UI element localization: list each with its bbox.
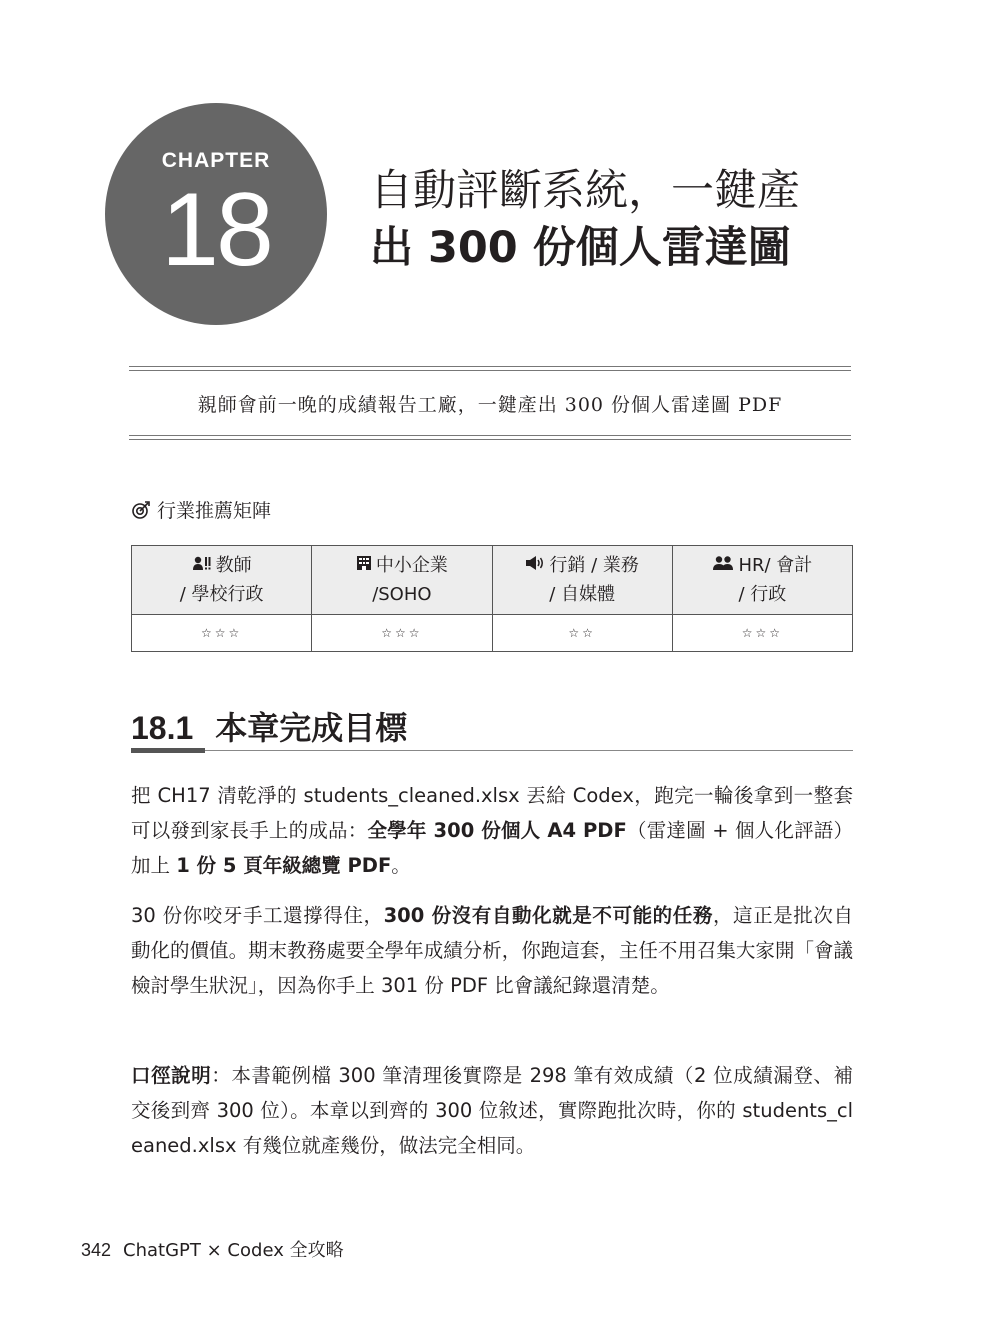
teacher-icon (192, 551, 212, 580)
matrix-header-line2: / 行政 (738, 584, 787, 605)
subtitle-top-rule (129, 366, 851, 371)
section-rule-accent (131, 748, 205, 753)
chapter-badge (105, 103, 327, 325)
matrix-header-hr (672, 546, 852, 615)
subtitle-bottom-rule (129, 435, 851, 440)
target-icon (131, 500, 151, 520)
rating-sme: ☆☆☆ (312, 615, 492, 652)
rating-teacher: ☆☆☆ (132, 615, 312, 652)
matrix-heading-label: 行業推薦矩陣 (157, 500, 272, 522)
matrix-header-line1: HR/ 會計 (738, 555, 813, 576)
matrix-header-line2: /SOHO (372, 584, 432, 605)
matrix-heading (131, 496, 271, 523)
chapter-title (370, 163, 930, 277)
chapter-title-line1: 自動評斷系統，一鍵產 (370, 166, 800, 216)
section-title: 本章完成目標 (215, 709, 408, 747)
matrix-header-line1: 行銷 / 業務 (549, 555, 639, 576)
paragraph-automation-value: 30 份你咬牙手工還撐得住，300 份沒有自動化就是不可能的任務，這正是批次自動化的價值。期末教務處要全學年成績分析，你跑這套，主任不用召集大家開「會議檢討學生狀況」，因為你手上 301 份 PDF 比會議紀錄還清楚。 (131, 904, 853, 997)
paragraph-goal: 把 CH17 清乾淨的 students_cleaned.xlsx 丟給 Codex，跑完一輪後拿到一整套可以發到家長手上的成品：全學年 300 份個人 A4 PDF（雷達圖 + 個人化評語）加上 1 份 5 頁年級總覽 PDF。 (131, 784, 853, 877)
section-number: 18.1 (131, 710, 194, 746)
matrix-header-row (132, 546, 853, 615)
page-footer (81, 1236, 344, 1262)
matrix-header-sme (312, 546, 492, 615)
paragraph-note: 口徑說明：本書範例檔 300 筆清理後實際是 298 筆有效成績（2 位成績漏登、補交後到齊 300 位）。本章以到齊的 300 位敘述，實際跑批次時，你的 students_cleaned.xlsx 有幾位就產幾份，做法完全相同。 (131, 1064, 853, 1157)
section-rule (131, 750, 853, 751)
rating-hr: ☆☆☆ (672, 615, 852, 652)
matrix-header-marketing (492, 546, 672, 615)
chapter-subtitle: 親師會前一晚的成績報告工廠，一鍵產出 300 份個人雷達圖 PDF (197, 394, 783, 416)
megaphone-icon (525, 551, 545, 580)
chapter-label: CHAPTER (161, 149, 271, 172)
industry-matrix-table (131, 545, 853, 652)
matrix-header-line1: 教師 (215, 555, 252, 576)
matrix-header-teacher (132, 546, 312, 615)
book-title: ChatGPT × Codex 全攻略 (123, 1240, 344, 1261)
matrix-header-line2: / 自媒體 (549, 584, 616, 605)
chapter-number: 18 (161, 172, 271, 288)
page-number: 342 (81, 1240, 112, 1260)
section-heading (131, 703, 407, 749)
chapter-title-line2: 出 300 份個人雷達圖 (370, 223, 791, 273)
matrix-header-line1: 中小企業 (375, 555, 448, 576)
rating-marketing: ☆☆ (492, 615, 672, 652)
people-icon (712, 551, 734, 580)
matrix-header-line2: / 學校行政 (179, 584, 264, 605)
building-icon (356, 551, 372, 580)
matrix-rating-row (132, 615, 853, 652)
